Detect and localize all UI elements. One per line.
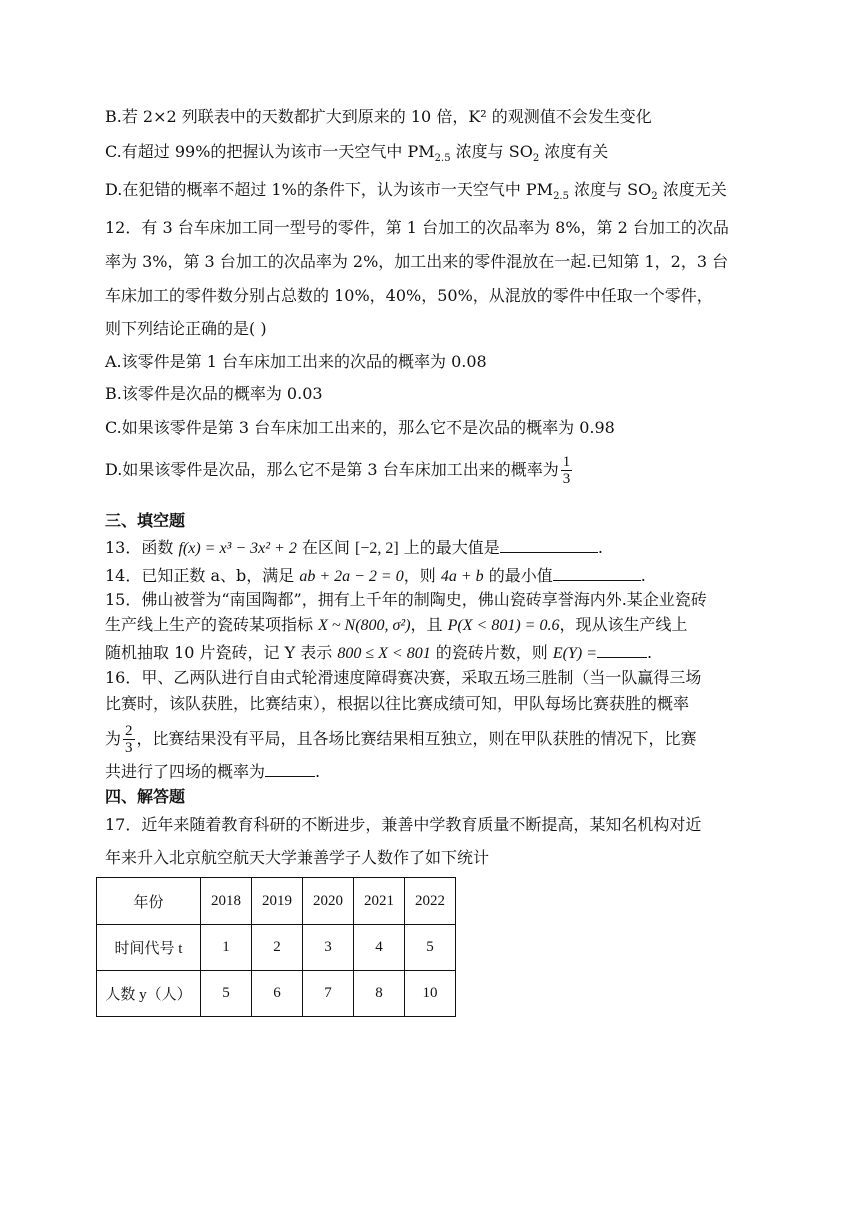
q11-option-b-text: B.若 2×2 列联表中的天数都扩大到原来的 10 倍，K² 的观测值不会发生变化 <box>105 107 652 126</box>
fraction-numerator: 1 <box>562 454 571 470</box>
table-cell: 3 <box>303 925 354 971</box>
table-header-cell: 年份 <box>97 878 201 925</box>
q16-line-1: 16．甲、乙两队进行自由式轮滑速度障碍赛决赛，采取五场三胜制（当一队赢得三场 <box>105 668 702 687</box>
q15-line-3 <box>105 642 652 665</box>
q11-option-d-sub: 2.5 <box>553 191 569 203</box>
fraction-denominator: 3 <box>562 471 571 487</box>
q11-option-d-sub2: 2 <box>651 191 658 203</box>
q12-option-d-text: D.如果该零件是次品，那么它不是第 3 台车床加工出来的概率为 <box>105 460 559 479</box>
table-row-label: 人数 y（人） <box>97 971 201 1017</box>
section-fill-in-title: 三、填空题 <box>105 511 186 530</box>
q12-line-2: 率为 3%，第 3 台加工的次品率为 2%，加工出来的零件混放在一起.已知第 1，2，3 台 <box>105 252 729 271</box>
table-row-label: 时间代号 t <box>97 925 201 971</box>
q15-expectation: E(Y) = <box>552 645 598 662</box>
q12-line-1: 12．有 3 台车床加工同一型号的零件，第 1 台加工的次品率为 8%，第 2 台加工的次品 <box>105 218 729 237</box>
q13-prefix: 13．函数 <box>105 538 179 557</box>
section-solve-title: 四、解答题 <box>105 787 186 806</box>
q11-option-b <box>105 106 652 128</box>
q15-range: 800 ≤ X < 801 <box>337 645 431 662</box>
q14-post: 的最小值 <box>483 566 553 585</box>
q14-mid: ，则 <box>403 566 441 585</box>
q15-line-2-post: ，现从该生产线上 <box>559 615 688 634</box>
fraction-denominator: 3 <box>125 740 133 756</box>
q14 <box>105 565 646 588</box>
q11-option-c-text: C.有超过 99%的把握认为该市一天空气中 PM <box>105 142 435 161</box>
table-cell: 8 <box>354 971 405 1017</box>
q15-line-1: 15．佛山被誉为“南国陶都”，拥有上千年的制陶史，佛山瓷砖享誉海内外.某企业瓷砖 <box>105 590 707 609</box>
q12-line-4: 则下列结论正确的是( ) <box>105 319 267 338</box>
q16-line-4 <box>105 761 320 783</box>
q12-option-c: C.如果该零件是第 3 台车床加工出来的，那么它不是次品的概率为 0.98 <box>105 418 615 437</box>
q16-fraction <box>123 723 135 756</box>
q11-option-c-sub: 2.5 <box>434 153 451 165</box>
table-cell: 2 <box>252 925 303 971</box>
table-header-cell: 2018 <box>201 878 252 925</box>
table-header-cell: 2021 <box>354 878 405 925</box>
q16-line-3-post: ，比赛结果没有平局，且各场比赛结果相互独立，则在甲队获胜的情况下，比赛 <box>136 729 697 748</box>
fraction-numerator: 2 <box>125 723 133 739</box>
q11-option-c-mid: 浓度与 SO <box>450 142 533 161</box>
q15-answer-blank[interactable] <box>597 643 647 658</box>
table-cell: 4 <box>354 925 405 971</box>
q15-line-3-pre: 随机抽取 10 片瓷砖，记 Y 表示 <box>105 643 338 662</box>
q15-line-2-pre: 生产线上生产的瓷砖某项指标 <box>105 615 319 634</box>
q13-end: . <box>597 538 603 557</box>
table-cell: 5 <box>201 971 252 1017</box>
q11-option-d-mid: 浓度与 SO <box>568 180 652 199</box>
table-row-year <box>97 878 456 925</box>
q12-option-d-fraction <box>561 454 573 487</box>
q16-line-3-pre: 为 <box>105 729 122 748</box>
q12-option-a: A.该零件是第 1 台车床加工出来的次品的概率为 0.08 <box>105 352 487 371</box>
q15-line-2 <box>105 614 687 637</box>
q13-post: 上的最大值是 <box>398 538 500 557</box>
table-cell: 1 <box>201 925 252 971</box>
q13-function: f(x) = x³ − 3x² + 2 <box>178 540 297 557</box>
q11-option-d <box>105 179 727 201</box>
table-cell: 7 <box>303 971 354 1017</box>
q11-option-c-sub2: 2 <box>532 153 540 165</box>
table-cell: 6 <box>252 971 303 1017</box>
q15-distribution: X ~ N(800, σ²) <box>318 617 411 634</box>
q14-answer-blank[interactable] <box>553 566 641 581</box>
q12-line-3: 车床加工的零件数分别占总数的 10%，40%，50%，从混放的零件中任取一个零件， <box>105 286 713 305</box>
table-cell: 10 <box>405 971 456 1017</box>
q14-end: . <box>640 566 646 585</box>
q13-answer-blank[interactable] <box>500 538 598 553</box>
table-cell: 5 <box>405 925 456 971</box>
q16-answer-blank[interactable] <box>265 762 315 777</box>
table-header-cell: 2020 <box>303 878 354 925</box>
q16-line-2: 比赛时，该队获胜，比赛结束），根据以往比赛成绩可知，甲队每场比赛获胜的概率 <box>105 694 690 713</box>
q14-equation: ab + 2a − 2 = 0 <box>299 568 404 585</box>
q11-option-d-text: D.在犯错的概率不超过 1%的条件下，认为该市一天空气中 PM <box>105 180 554 199</box>
q13-interval: [−2, 2] <box>355 540 399 557</box>
statistics-table <box>96 877 456 1017</box>
q15-end: . <box>647 643 653 662</box>
q14-expression: 4a + b <box>440 568 484 585</box>
q11-option-c <box>105 141 608 163</box>
q13-mid: 在区间 <box>296 538 356 557</box>
q15-line-2-mid: ，且 <box>410 615 448 634</box>
q11-option-d-post: 浓度无关 <box>657 180 727 199</box>
q13 <box>105 537 603 560</box>
q15-line-3-mid: 的瓷砖片数，则 <box>430 643 553 662</box>
q17-line-1: 17．近年来随着教育科研的不断进步，兼善中学教育质量不断提高，某知名机构对近 <box>105 815 702 834</box>
q16-end: . <box>315 762 321 781</box>
q11-option-c-post: 浓度有关 <box>539 142 609 161</box>
table-header-cell: 2022 <box>405 878 456 925</box>
q17-line-2: 年来升入北京航空航天大学兼善学子人数作了如下统计 <box>105 848 490 867</box>
q15-probability: P(X < 801) = 0.6 <box>447 617 560 634</box>
q16-line-3 <box>105 723 697 756</box>
table-row-count <box>97 971 456 1017</box>
q12-option-b: B.该零件是次品的概率为 0.03 <box>105 384 323 403</box>
q16-line-4-text: 共进行了四场的概率为 <box>105 762 266 781</box>
q12-option-d <box>105 454 574 487</box>
q14-prefix: 14．已知正数 a、b，满足 <box>105 566 300 585</box>
table-row-time-code <box>97 925 456 971</box>
table-header-cell: 2019 <box>252 878 303 925</box>
